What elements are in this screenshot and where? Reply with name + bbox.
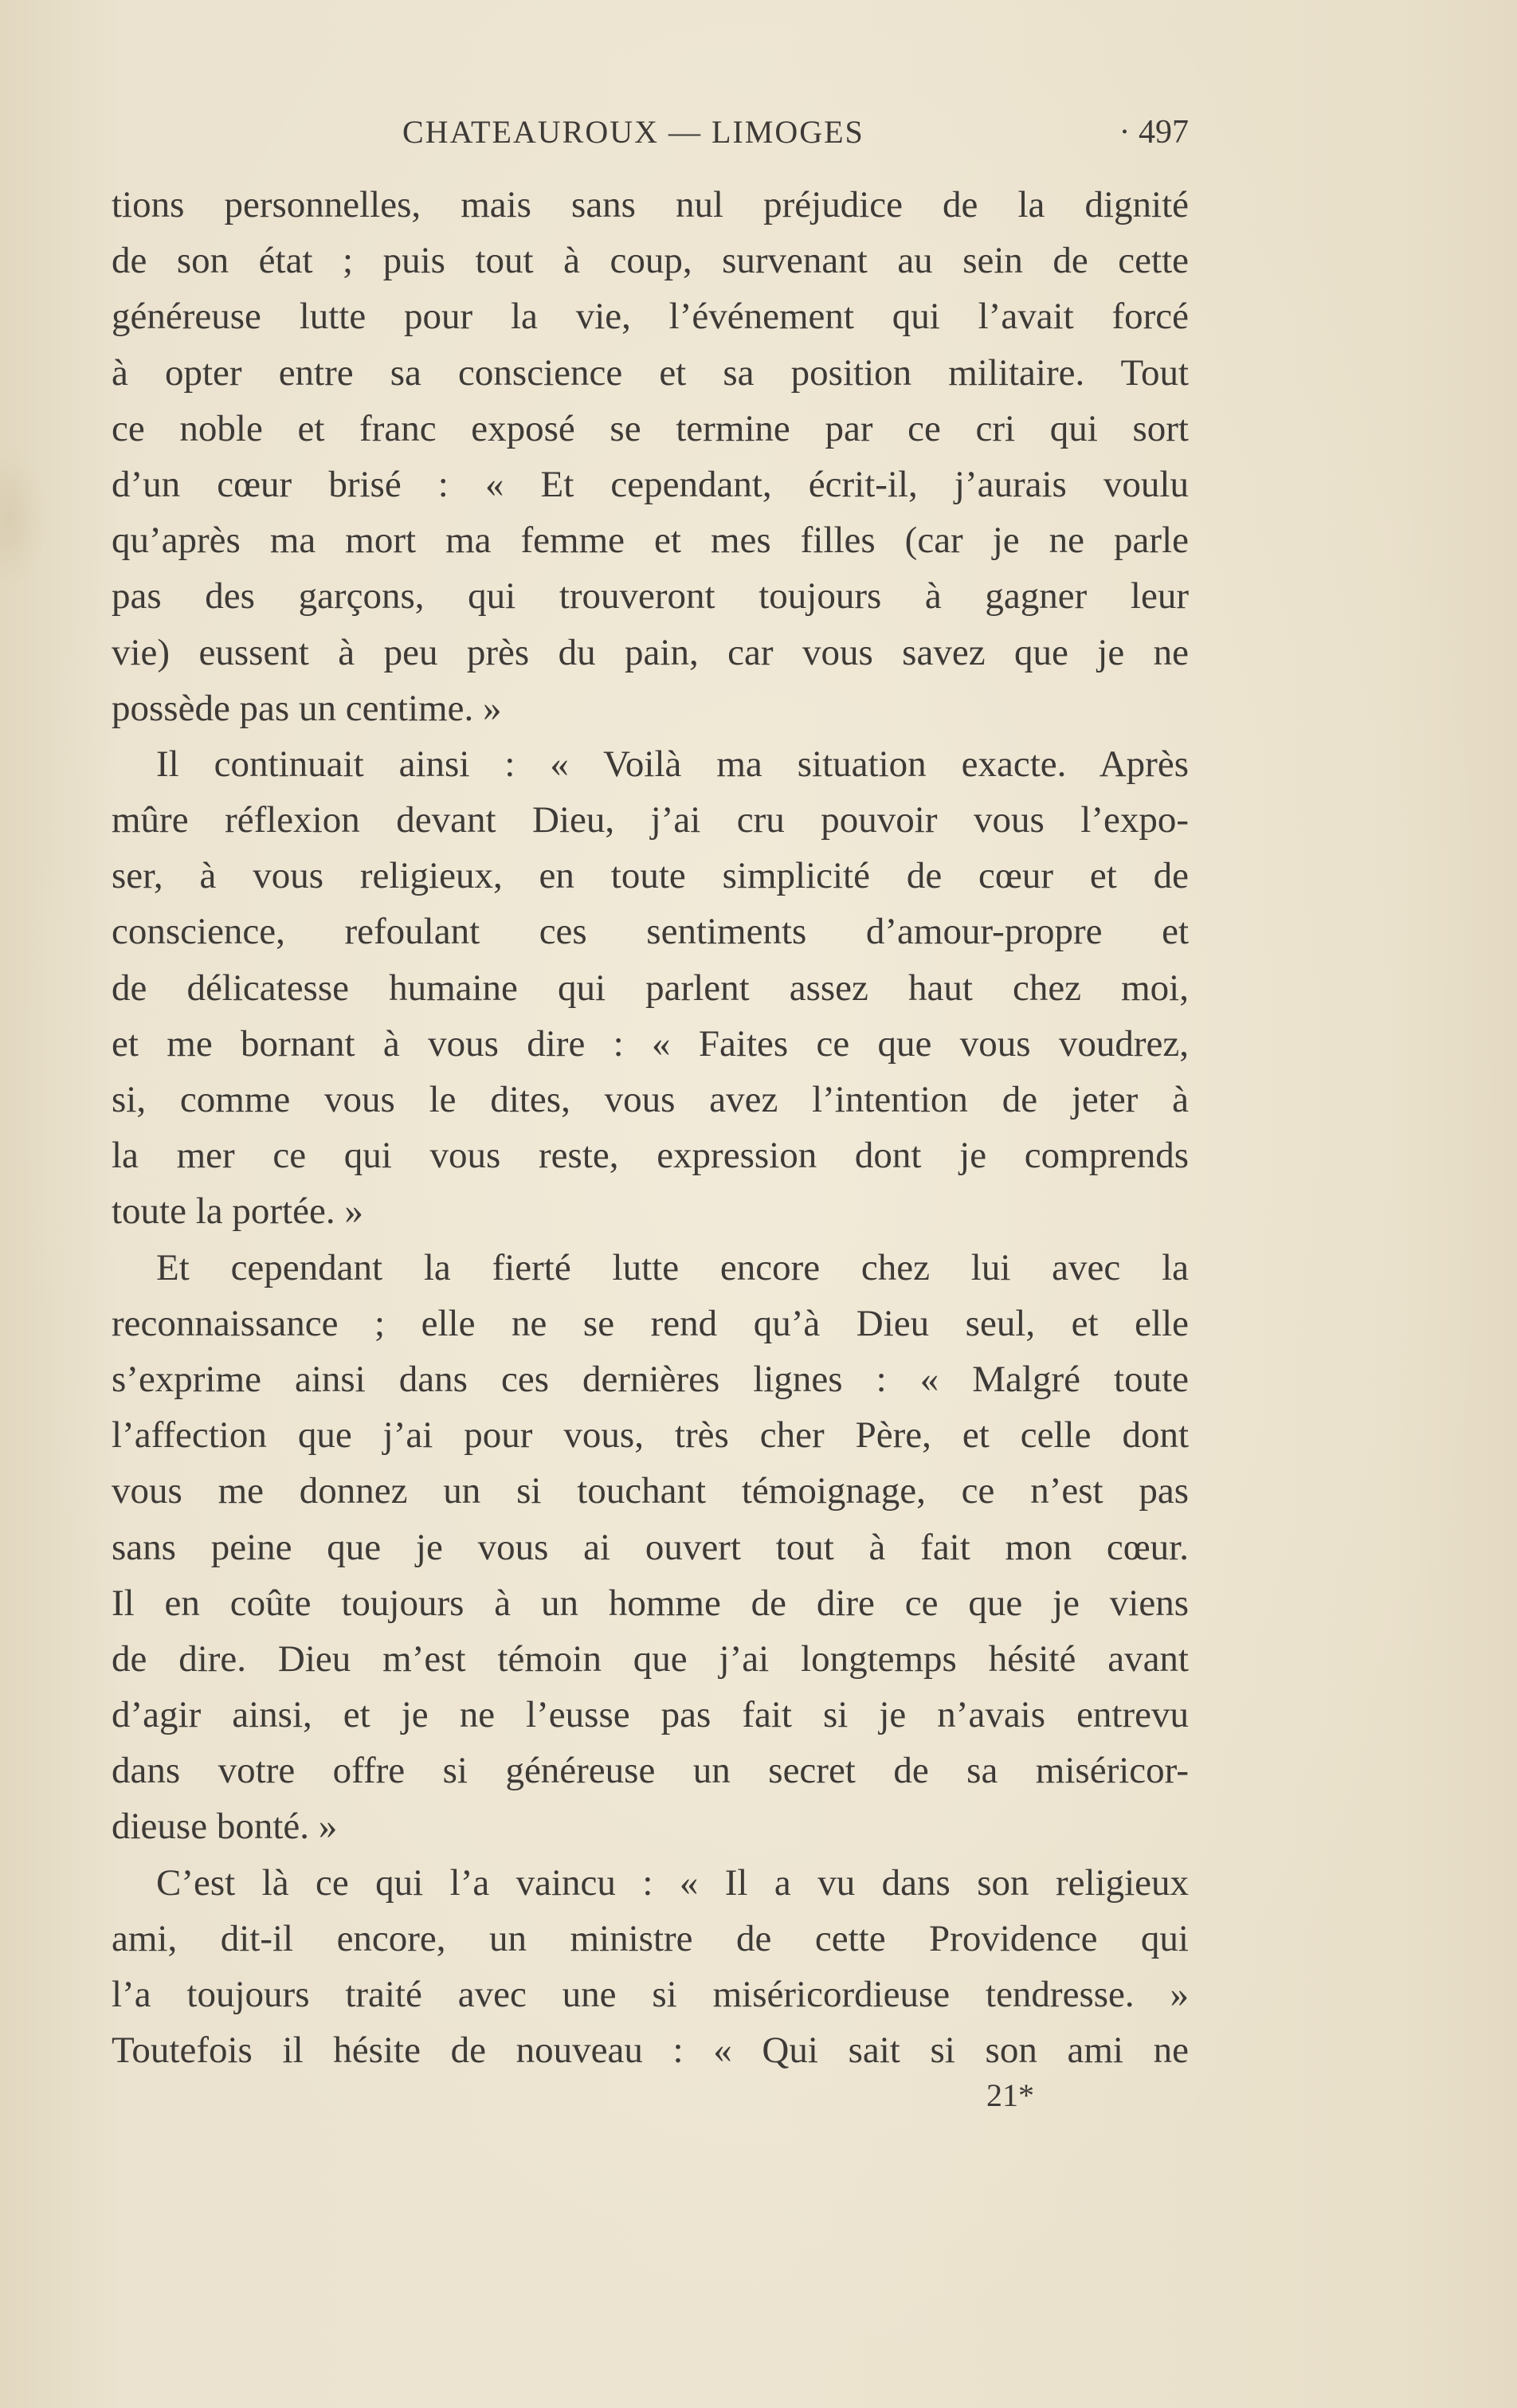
text-line: qu’après ma mort ma femme et mes filles (car je ne parle xyxy=(112,520,1189,562)
signature-mark: 21* xyxy=(986,2077,1034,2113)
text-line: vie) eussent à peu près du pain, car vous savez que je ne xyxy=(112,631,1189,673)
text-line: dieuse bonté. » xyxy=(112,1806,338,1848)
text-line: s’exprime ainsi dans ces dernières lignes : « Malgré toute xyxy=(112,1358,1189,1400)
page-header xyxy=(112,108,1189,156)
text-line: reconnaissance ; elle ne se rend qu’à Dieu seul, et elle xyxy=(112,1302,1189,1344)
text-line: de son état ; puis tout à coup, survenant au sein de cette xyxy=(112,240,1189,282)
text-line: et me bornant à vous dire : « Faites ce que vous voudrez, xyxy=(112,1022,1189,1065)
text-line: de délicatesse humaine qui parlent assez haut chez moi, xyxy=(112,967,1189,1009)
text-line: généreuse lutte pour la vie, l’événement qui l’avait forcé xyxy=(112,296,1189,338)
body-text xyxy=(112,177,1189,2078)
text-line: de dire. Dieu m’est témoin que j’ai longtemps hésité avant xyxy=(112,1637,1189,1680)
text-line: l’affection que j’ai pour vous, très cher Père, et celle dont xyxy=(112,1414,1189,1457)
text-line: Il en coûte toujours à un homme de dire ce que je viens xyxy=(112,1582,1189,1624)
text-line: ser, à vous religieux, en toute simplicité de cœur et de xyxy=(112,855,1189,897)
text-line: conscience, refoulant ces sentiments d’amour-propre et xyxy=(112,911,1189,953)
paragraph-start-line: Il continuait ainsi : « Voilà ma situation exacte. Après xyxy=(156,743,1189,785)
text-line: possède pas un centime. » xyxy=(112,687,502,729)
text-line: pas des garçons, qui trouveront toujours à gagner leur xyxy=(112,575,1189,618)
text-line: ce noble et franc exposé se termine par ce cri qui sort xyxy=(112,407,1189,449)
text-line: d’un cœur brisé : « Et cependant, écrit-il, j’aurais voulu xyxy=(112,463,1189,505)
text-line: ami, dit-il encore, un ministre de cette Providence qui xyxy=(112,1917,1189,1959)
paragraph-start-line: C’est là ce qui l’a vaincu : « Il a vu dans son religieux xyxy=(156,1861,1189,1904)
text-line: Toutefois il hésite de nouveau : « Qui sait si son ami ne xyxy=(112,2030,1189,2072)
paragraph-start-line: Et cependant la fierté lutte encore chez lui avec la xyxy=(156,1246,1189,1288)
text-line: sans peine que je vous ai ouvert tout à fait mon cœur. xyxy=(112,1526,1189,1568)
text-line: mûre réflexion devant Dieu, j’ai cru pouvoir vous l’expo- xyxy=(112,799,1189,841)
page-number: · 497 xyxy=(1119,114,1189,151)
text-line: tions personnelles, mais sans nul préjudice de la dignité xyxy=(112,184,1189,226)
text-line: à opter entre sa conscience et sa position militaire. Tout xyxy=(112,351,1189,394)
paper-stain xyxy=(0,446,48,590)
text-line: d’agir ainsi, et je ne l’eusse pas fait si je n’avais entrevu xyxy=(112,1694,1189,1736)
text-line: dans votre offre si généreuse un secret de sa miséricor- xyxy=(112,1750,1189,1792)
text-line: l’a toujours traité avec une si miséricordieuse tendresse. » xyxy=(112,1974,1189,2015)
running-title: CHATEAUROUX — LIMOGES xyxy=(402,114,864,150)
text-line: si, comme vous le dites, vous avez l’intention de jeter à xyxy=(112,1079,1189,1120)
text-line: toute la portée. » xyxy=(112,1190,363,1233)
text-line: vous me donnez un si touchant témoignage, ce n’est pas xyxy=(112,1470,1189,1512)
text-line: la mer ce qui vous reste, expression dont je comprends xyxy=(112,1135,1189,1177)
